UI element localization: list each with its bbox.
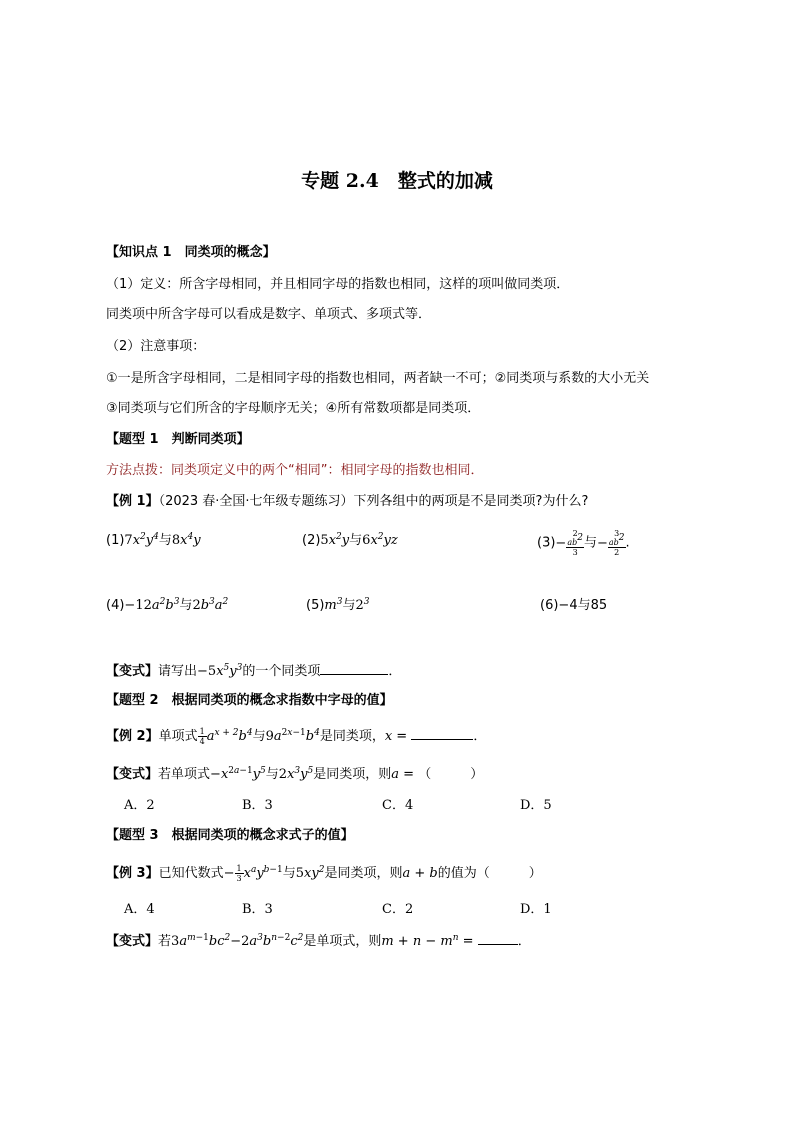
example-1-item-3: (3)− 2 $ab^2$ 3 与− 3 $ab^2$ 2 .	[537, 529, 630, 557]
variant-2-option-a[interactable]: A．2	[124, 798, 155, 813]
example-2-question: 【例 2】单项式 $\frac{1}{4}$ $a^{x + 2}b^4$与$9a^{2x-1}b^4$是同类项，x = ．	[106, 727, 487, 746]
answer-blank[interactable]	[478, 932, 518, 945]
example-3-option-c[interactable]: C．2	[382, 902, 414, 917]
example-1-text: （2023 春·全国·七年级专题练习）下列各组中的两项是不是同类项?为什么?	[158, 494, 589, 509]
variant-2-option-b[interactable]: B．3	[242, 798, 273, 813]
example-1-item-5: $(5)m^3$与$2^3$	[306, 597, 370, 613]
example-3-option-b[interactable]: B．3	[242, 902, 273, 917]
variant-1-question: 【变式】请写出$-5x^5y^3$的一个同类项 ．	[106, 663, 402, 679]
definition-text: （1）定义：所含字母相同，并且相同字母的指数也相同，这样的项叫做同类项．	[106, 277, 570, 292]
definition-note: 同类项中所含字母可以看成是数字、单项式、多项式等．	[106, 307, 432, 322]
answer-blank[interactable]	[411, 727, 473, 740]
example-1-item-6: (6)−4与85	[540, 598, 608, 613]
attention-heading: （2）注意事项：	[106, 339, 206, 354]
variant-2-question: 【变式】若单项式$-x^{2a-1}y^5$与$2x^3y^5$是同类项，则a = （ ）	[106, 766, 484, 782]
example-3-option-a[interactable]: A．4	[124, 902, 155, 917]
knowledge-point-1-heading: 【知识点 1 同类项的概念】	[106, 245, 276, 260]
page-title: 专题 2.4 整式的加减	[301, 170, 493, 192]
topic-1-method-tip: 方法点拨：同类项定义中的两个“相同”：相同字母的指数也相同．	[106, 463, 484, 478]
topic-3-heading: 【题型 3 根据同类项的概念求式子的值】	[106, 828, 354, 843]
example-1-item-2: $(2)5x^2y$与$6x^2yz$	[302, 532, 398, 548]
variant-2-option-d[interactable]: D．5	[520, 798, 552, 813]
answer-blank[interactable]	[320, 662, 388, 675]
topic-2-heading: 【题型 2 根据同类项的概念求指数中字母的值】	[106, 693, 393, 708]
attention-point-1-2: ①一是所含字母相同，二是相同字母的指数也相同，两者缺一不可；②同类项与系数的大小无关	[106, 371, 650, 386]
example-3-question: 【例 3】已知代数式− $\frac{1}{3}$ $x^ay^{b-1}$与$5xy^2$是同类项，则a + b的值为（ ）	[106, 864, 542, 883]
topic-1-heading: 【题型 1 判断同类项】	[106, 432, 250, 447]
example-1-question	[106, 493, 588, 511]
variant-3-question: 【变式】若$3a^{m-1}bc^2-2a^3b^{n-2}c^2$是单项式，则$m + n - m^n$ = ．	[106, 933, 531, 949]
example-1-label: 【例 1】	[106, 494, 159, 509]
example-1-item-1: $(1)7x^2y^4$与$8x^4y$	[106, 532, 201, 548]
attention-point-3-4: ③同类项与它们所含的字母顺序无关；④所有常数项都是同类项．	[106, 401, 481, 416]
example-1-item-4: $(4)-12a^2b^3$与$2b^3a^2$	[106, 597, 229, 613]
example-3-option-d[interactable]: D．1	[520, 902, 552, 917]
variant-2-option-c[interactable]: C．4	[382, 798, 414, 813]
